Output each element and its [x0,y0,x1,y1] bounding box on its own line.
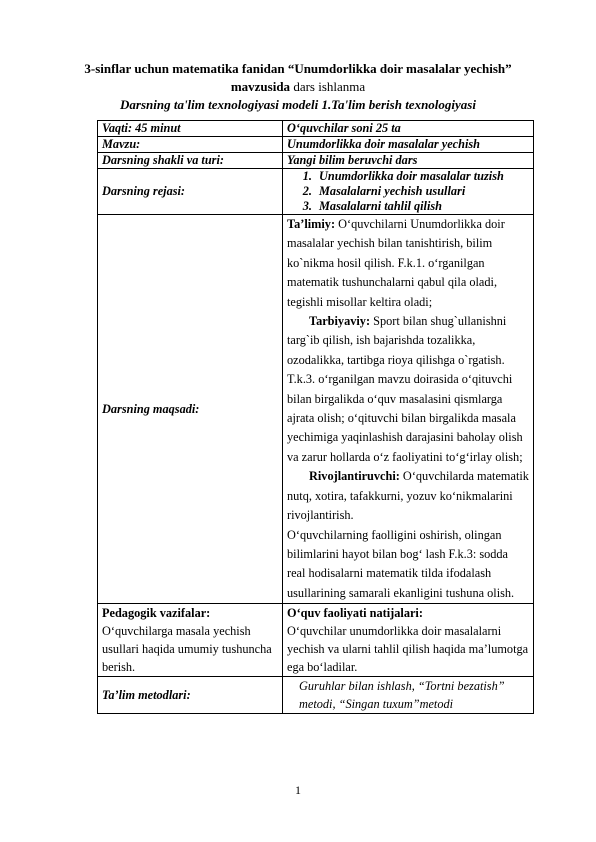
table-row [98,169,534,215]
student-count-cell: O‘quvchilar soni 25 ta [283,121,534,137]
title-tail: dars ishlanma [290,79,366,94]
educational-goal-title: Ta’limiy: [287,217,336,231]
table-row [98,677,534,714]
educational-goal-text: O‘quvchilarni Unumdorlikka doir masalalar yechish bilan tanishtirish, bilim ko`nikma hosil qilish. F.k.1. o‘rganilgan matematik tushunchalarni qabul qila oladi, tegishli misollar keltira oladi; [287,217,505,309]
upbringing-goal-text: Sport bilan shug`ullanishni targ`ib qilish, ish bajarishda tozalikka, ozodalikka, tartibga rioya qilishga o`rgatish. T.k.3. o‘rganilgan mavzu doirasida o‘qituvchi bilan birgalikda o‘quv masalasini qismlarga ajrata olish; o‘qituvchi bilan birgalikda masala yechimiga yaqinlashish darajasini baholay olish va zarur hollarda o‘z faoliyatini to‘g‘irlay olish; [287,314,523,464]
lesson-type-label: Darsning shakli va turi: [98,153,283,169]
topic-label: Mavzu: [98,137,283,153]
teaching-methods-value: Guruhlar bilan ishlash, “Tortni bezatish” metodi, “Singan tuxum”metodi [283,677,534,714]
lesson-goal-value [283,215,534,604]
list-item: 1. Unumdorlikka doir masalalar tuzish [315,169,529,184]
list-item: 3. Masalalarni tahlil qilish [315,199,529,214]
lesson-plan-label: Darsning rejasi: [98,169,283,215]
table-row [98,604,534,677]
developmental-goal-title: Rivojlantiruvchi: [309,469,400,484]
table-row [98,137,534,153]
list-item: 2. Masalalarni yechish usullari [315,184,529,199]
developmental-goal-text: O‘quvchilarda matematik nutq, xotira, tafakkurni, yozuv ko‘nikmalarini rivojlantirish. [287,469,529,523]
upbringing-goal [287,312,529,467]
table-row [98,121,534,137]
developmental-goal-extra: O‘quvchilarning faolligini oshirish, olingan bilimlarini hayot bilan bog‘ lash F.k.3: sodda real hodisalarni matematik tilda ifodalash usullarining samarali ekanligini tushuna olish. [287,527,515,600]
teaching-methods-label: Ta’lim metodlari: [98,677,283,714]
learning-outcomes-text: O‘quvchilar unumdorlikka doir masalalarni yechish va ularni tahlil qilish haqida ma’lumotga ega bo‘ladilar. [287,624,529,675]
learning-outcomes-title-text: O‘quv faoliyati natijalari: [287,606,423,621]
educational-goal [287,215,529,312]
pedagogical-tasks-title-text: Pedagogik vazifalar: [102,606,211,621]
lesson-plan-list [287,169,529,214]
lesson-type-value: Yangi bilim beruvchi dars [283,153,534,169]
page-number: 1 [295,783,301,797]
pedagogical-tasks-text: O‘quvchilarga masala yechish usullari haqida umumiy tushuncha berish. [102,624,272,675]
topic-value: Unumdorlikka doir masalalar yechish [283,137,534,153]
lesson-plan-table [97,120,534,714]
document-subtitle: Darsning ta'lim texnologiyasi modeli 1.Ta'lim berish texnologiyasi [120,97,476,112]
title-bold-part: 3-sinflar uchun matematika fanidan “Unumdorlikka doir masalalar yechish” mavzusida [84,61,512,94]
learning-outcomes-title [287,604,529,622]
pedagogical-tasks-cell [98,604,283,677]
duration-cell: Vaqti: 45 minut [98,121,283,137]
upbringing-goal-title: Tarbiyaviy: [309,314,371,329]
table-row [98,215,534,604]
developmental-goal [287,467,529,525]
pedagogical-tasks-title [102,604,278,622]
table-row [98,153,534,169]
lesson-goal-label: Darsning maqsadi: [98,215,283,604]
learning-outcomes-cell [283,604,534,677]
document-title [60,60,536,96]
lesson-plan-value [283,169,534,215]
